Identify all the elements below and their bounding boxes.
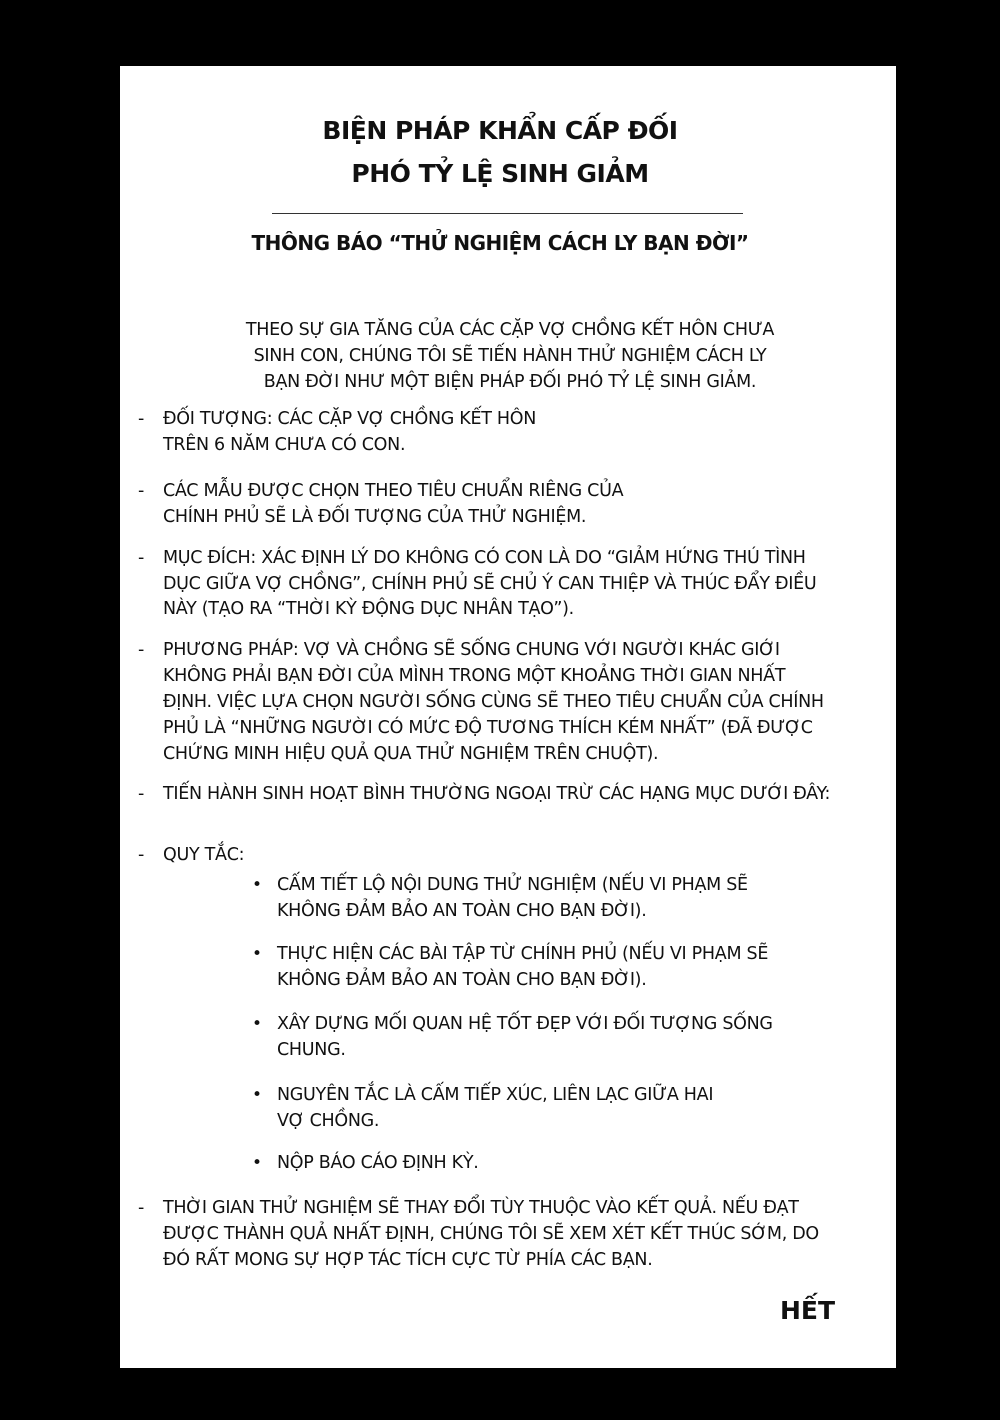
divider [272, 213, 743, 214]
dash-marker: - [138, 548, 145, 568]
rule-line: KHÔNG ĐẢM BẢO AN TOÀN CHO BẠN ĐỜI). [277, 901, 647, 921]
rule-line: THỰC HIỆN CÁC BÀI TẬP TỪ CHÍNH PHỦ (NẾU VI PHẠM SẼ [277, 944, 769, 964]
dash-marker: - [138, 409, 145, 429]
intro-line: BẠN ĐỜI NHƯ MỘT BIỆN PHÁP ĐỐI PHÓ TỶ LỆ SINH GIẢM. [263, 372, 757, 392]
dash-marker: - [138, 784, 145, 804]
dash-marker: - [138, 1198, 145, 1218]
dash-marker: - [138, 640, 145, 660]
rule-line: CHUNG. [277, 1040, 346, 1060]
rule-line: NỘP BÁO CÁO ĐỊNH KỲ. [277, 1153, 479, 1173]
end-mark: HẾT [780, 1296, 836, 1325]
item-line: TIẾN HÀNH SINH HOẠT BÌNH THƯỜNG NGOẠI TRỪ CÁC HẠNG MỤC DƯỚI ĐÂY: [163, 784, 831, 804]
item-line: CÁC MẪU ĐƯỢC CHỌN THEO TIÊU CHUẨN RIÊNG CỦA [163, 481, 624, 501]
title-line-1: BIỆN PHÁP KHẨN CẤP ĐỐI [322, 116, 678, 145]
item-line: PHỦ LÀ “NHỮNG NGƯỜI CÓ MỨC ĐỘ TƯƠNG THÍCH KÉM NHẤT” (ĐÃ ĐƯỢC [163, 718, 813, 738]
rule-line: XÂY DỰNG MỐI QUAN HỆ TỐT ĐẸP VỚI ĐỐI TƯỢNG SỐNG [277, 1014, 773, 1034]
item-line: ĐÓ RẤT MONG SỰ HỢP TÁC TÍCH CỰC TỪ PHÍA CÁC BẠN. [163, 1250, 653, 1270]
item-line: ĐƯỢC THÀNH QUẢ NHẤT ĐỊNH, CHÚNG TÔI SẼ XEM XÉT KẾT THÚC SỚM, DO [163, 1224, 819, 1244]
item-line: PHƯƠNG PHÁP: VỢ VÀ CHỒNG SẼ SỐNG CHUNG VỚI NGƯỜI KHÁC GIỚI [163, 640, 780, 660]
bullet-dot: • [252, 1085, 263, 1105]
rule-line: NGUYÊN TẮC LÀ CẤM TIẾP XÚC, LIÊN LẠC GIỮA HAI [277, 1085, 714, 1105]
item-line: KHÔNG PHẢI BẠN ĐỜI CỦA MÌNH TRONG MỘT KHOẢNG THỜI GIAN NHẤT [163, 666, 786, 686]
item-line: TRÊN 6 NĂM CHƯA CÓ CON. [163, 435, 406, 455]
bullet-dot: • [252, 875, 263, 895]
item-line: QUY TẮC: [163, 845, 245, 865]
item-line: CHÍNH PHỦ SẼ LÀ ĐỐI TƯỢNG CỦA THỬ NGHIỆM. [163, 507, 587, 527]
subtitle: THÔNG BÁO “THỬ NGHIỆM CÁCH LY BẠN ĐỜI” [251, 231, 749, 255]
title-line-2: PHÓ TỶ LỆ SINH GIẢM [351, 159, 649, 188]
rule-line: KHÔNG ĐẢM BẢO AN TOÀN CHO BẠN ĐỜI). [277, 970, 647, 990]
rule-line: VỢ CHỒNG. [277, 1111, 380, 1131]
item-line: DỤC GIỮA VỢ CHỒNG”, CHÍNH PHỦ SẼ CHỦ Ý CAN THIỆP VÀ THÚC ĐẨY ĐIỀU [163, 574, 817, 594]
rule-line: CẤM TIẾT LỘ NỘI DUNG THỬ NGHIỆM (NẾU VI PHẠM SẼ [277, 875, 748, 895]
dash-marker: - [138, 481, 145, 501]
intro-line: THEO SỰ GIA TĂNG CỦA CÁC CẶP VỢ CHỒNG KẾT HÔN CHƯA [245, 320, 775, 340]
dash-marker: - [138, 845, 145, 865]
item-line: CHỨNG MINH HIỆU QUẢ QUA THỬ NGHIỆM TRÊN CHUỘT). [163, 744, 659, 764]
item-line: THỜI GIAN THỬ NGHIỆM SẼ THAY ĐỔI TÙY THUỘC VÀO KẾT QUẢ. NẾU ĐẠT [163, 1198, 799, 1218]
bullet-dot: • [252, 1014, 263, 1034]
item-line: ĐỊNH. VIỆC LỰA CHỌN NGƯỜI SỐNG CÙNG SẼ THEO TIÊU CHUẨN CỦA CHÍNH [163, 692, 824, 712]
item-line: NÀY (TẠO RA “THỜI KỲ ĐỘNG DỤC NHÂN TẠO”). [163, 599, 574, 619]
bullet-dot: • [252, 1153, 263, 1173]
bullet-dot: • [252, 944, 263, 964]
item-line: ĐỐI TƯỢNG: CÁC CẶP VỢ CHỒNG KẾT HÔN [163, 409, 537, 429]
item-line: MỤC ĐÍCH: XÁC ĐỊNH LÝ DO KHÔNG CÓ CON LÀ DO “GIẢM HỨNG THÚ TÌNH [163, 548, 806, 568]
intro-line: SINH CON, CHÚNG TÔI SẼ TIẾN HÀNH THỬ NGHIỆM CÁCH LY [253, 346, 767, 366]
